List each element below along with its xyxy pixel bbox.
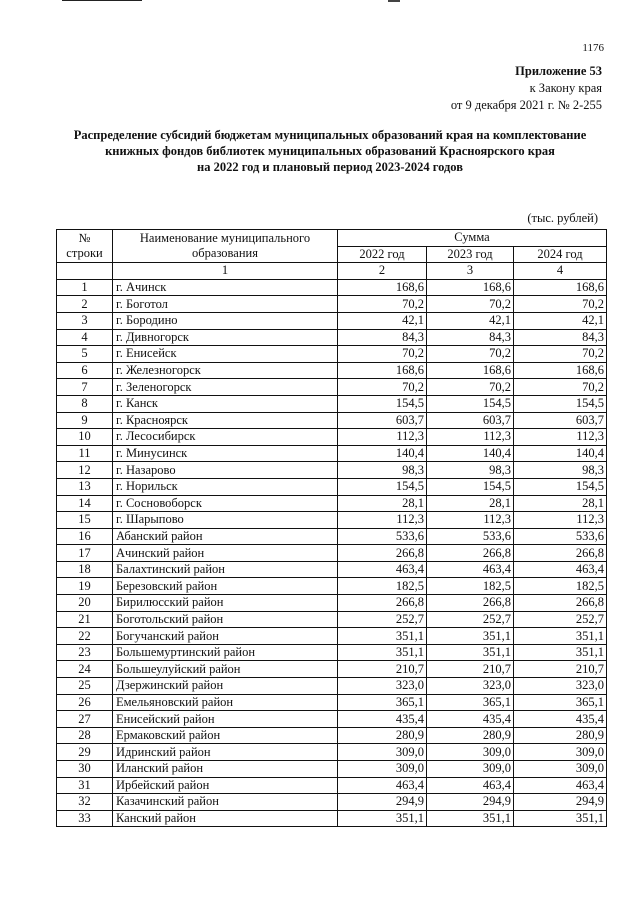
value-2024: 98,3: [514, 462, 607, 479]
value-2022: 154,5: [338, 395, 427, 412]
value-2024: 42,1: [514, 312, 607, 329]
title-line-3: на 2022 год и плановый период 2023-2024 годов: [197, 160, 463, 174]
value-2022: 351,1: [338, 810, 427, 827]
value-2022: 435,4: [338, 711, 427, 728]
value-2024: 112,3: [514, 512, 607, 529]
value-2024: 70,2: [514, 346, 607, 363]
value-2023: 182,5: [427, 578, 514, 595]
value-2022: 112,3: [338, 512, 427, 529]
value-2024: 252,7: [514, 611, 607, 628]
value-2024: 365,1: [514, 694, 607, 711]
value-2024: 280,9: [514, 727, 607, 744]
value-2022: 603,7: [338, 412, 427, 429]
table-row: [57, 312, 607, 329]
value-2024: 266,8: [514, 595, 607, 612]
table-row: [57, 379, 607, 396]
top-mark: [388, 0, 400, 2]
value-2023: 351,1: [427, 810, 514, 827]
value-2023: 365,1: [427, 694, 514, 711]
value-2023: 351,1: [427, 628, 514, 645]
table-row: [57, 445, 607, 462]
value-2024: 266,8: [514, 545, 607, 562]
table-row: [57, 495, 607, 512]
value-2023: 603,7: [427, 412, 514, 429]
row-number: 28: [57, 727, 113, 744]
value-2024: 309,0: [514, 744, 607, 761]
table-row: [57, 794, 607, 811]
table-row: [57, 545, 607, 562]
table-row: [57, 661, 607, 678]
table-row: [57, 478, 607, 495]
value-2022: 70,2: [338, 296, 427, 313]
table-row: [57, 744, 607, 761]
value-2022: 42,1: [338, 312, 427, 329]
municipality-name: г. Шарыпово: [113, 512, 338, 529]
value-2022: 309,0: [338, 761, 427, 778]
value-2024: 28,1: [514, 495, 607, 512]
municipality-name: г. Зеленогорск: [113, 379, 338, 396]
value-2022: 140,4: [338, 445, 427, 462]
row-number: 25: [57, 678, 113, 695]
value-2022: 168,6: [338, 362, 427, 379]
value-2024: 351,1: [514, 628, 607, 645]
municipality-name: г. Сосновоборск: [113, 495, 338, 512]
header-index-blank: [57, 263, 113, 280]
row-number: 3: [57, 312, 113, 329]
value-2024: 168,6: [514, 279, 607, 296]
municipality-name: г. Ачинск: [113, 279, 338, 296]
value-2024: 210,7: [514, 661, 607, 678]
row-number: 4: [57, 329, 113, 346]
table-row: [57, 346, 607, 363]
header-2022: 2022 год: [338, 246, 427, 263]
value-2023: 140,4: [427, 445, 514, 462]
municipality-name: Богучанский район: [113, 628, 338, 645]
row-number: 8: [57, 395, 113, 412]
row-number: 13: [57, 478, 113, 495]
municipality-name: Большемуртинский район: [113, 644, 338, 661]
value-2023: 309,0: [427, 761, 514, 778]
header-sum: Сумма: [338, 230, 607, 247]
table-row: [57, 429, 607, 446]
value-2023: 266,8: [427, 595, 514, 612]
municipality-name: г. Канск: [113, 395, 338, 412]
value-2022: 463,4: [338, 561, 427, 578]
value-2022: 280,9: [338, 727, 427, 744]
appendix-block: [451, 63, 602, 114]
value-2023: 84,3: [427, 329, 514, 346]
table-row: [57, 761, 607, 778]
value-2024: 351,1: [514, 644, 607, 661]
value-2022: 112,3: [338, 429, 427, 446]
table-row: [57, 528, 607, 545]
header-index-1: 1: [113, 263, 338, 280]
table-row: [57, 727, 607, 744]
value-2023: 98,3: [427, 462, 514, 479]
municipality-name: г. Красноярск: [113, 412, 338, 429]
value-2022: 294,9: [338, 794, 427, 811]
header-no-line2: строки: [66, 246, 103, 261]
value-2023: 280,9: [427, 727, 514, 744]
municipality-name: г. Минусинск: [113, 445, 338, 462]
value-2022: 70,2: [338, 346, 427, 363]
row-number: 1: [57, 279, 113, 296]
municipality-name: Абанский район: [113, 528, 338, 545]
row-number: 14: [57, 495, 113, 512]
document-title: [40, 127, 620, 175]
value-2024: 140,4: [514, 445, 607, 462]
municipality-name: Иланский район: [113, 761, 338, 778]
value-2024: 323,0: [514, 678, 607, 695]
municipality-name: г. Боготол: [113, 296, 338, 313]
row-number: 27: [57, 711, 113, 728]
table-row: [57, 462, 607, 479]
top-rule: [62, 0, 142, 1]
title-line-2: книжных фондов библиотек муниципальных образований Красноярского края: [105, 144, 555, 158]
municipality-name: Большеулуйский район: [113, 661, 338, 678]
value-2023: 266,8: [427, 545, 514, 562]
value-2022: 533,6: [338, 528, 427, 545]
value-2022: 309,0: [338, 744, 427, 761]
value-2023: 435,4: [427, 711, 514, 728]
value-2022: 168,6: [338, 279, 427, 296]
municipality-name: Ирбейский район: [113, 777, 338, 794]
municipality-name: г. Железногорск: [113, 362, 338, 379]
row-number: 21: [57, 611, 113, 628]
row-number: 7: [57, 379, 113, 396]
value-2022: 210,7: [338, 661, 427, 678]
municipality-name: Казачинский район: [113, 794, 338, 811]
row-number: 16: [57, 528, 113, 545]
table-row: [57, 296, 607, 313]
row-number: 30: [57, 761, 113, 778]
header-no-line1: №: [78, 231, 91, 246]
row-number: 33: [57, 810, 113, 827]
page-number: 1176: [582, 42, 604, 54]
value-2024: 603,7: [514, 412, 607, 429]
row-number: 11: [57, 445, 113, 462]
value-2023: 112,3: [427, 429, 514, 446]
value-2022: 365,1: [338, 694, 427, 711]
header-row-number: [57, 230, 113, 263]
municipality-name: г. Енисейск: [113, 346, 338, 363]
value-2024: 70,2: [514, 379, 607, 396]
table-row: [57, 561, 607, 578]
table-row: [57, 810, 607, 827]
value-2024: 154,5: [514, 395, 607, 412]
table-body: [57, 279, 607, 827]
value-2022: 98,3: [338, 462, 427, 479]
value-2024: 154,5: [514, 478, 607, 495]
municipality-name: Енисейский район: [113, 711, 338, 728]
table-row: [57, 777, 607, 794]
table-row: [57, 362, 607, 379]
value-2022: 154,5: [338, 478, 427, 495]
value-2023: 168,6: [427, 362, 514, 379]
row-number: 5: [57, 346, 113, 363]
value-2024: 463,4: [514, 777, 607, 794]
value-2023: 463,4: [427, 561, 514, 578]
value-2022: 351,1: [338, 628, 427, 645]
value-2024: 533,6: [514, 528, 607, 545]
row-number: 32: [57, 794, 113, 811]
value-2022: 252,7: [338, 611, 427, 628]
municipality-name: Балахтинский район: [113, 561, 338, 578]
table-row: [57, 395, 607, 412]
municipality-name: г. Бородино: [113, 312, 338, 329]
units-label: (тыс. рублей): [527, 211, 598, 225]
municipality-name: г. Назарово: [113, 462, 338, 479]
value-2022: 70,2: [338, 379, 427, 396]
value-2023: 28,1: [427, 495, 514, 512]
value-2022: 463,4: [338, 777, 427, 794]
header-2023: 2023 год: [427, 246, 514, 263]
row-number: 31: [57, 777, 113, 794]
value-2023: 70,2: [427, 346, 514, 363]
row-number: 24: [57, 661, 113, 678]
header-2024: 2024 год: [514, 246, 607, 263]
value-2022: 266,8: [338, 545, 427, 562]
header-index-3: 3: [427, 263, 514, 280]
row-number: 26: [57, 694, 113, 711]
table-row: [57, 329, 607, 346]
row-number: 19: [57, 578, 113, 595]
table-row: [57, 512, 607, 529]
table-row: [57, 578, 607, 595]
value-2023: 323,0: [427, 678, 514, 695]
value-2023: 533,6: [427, 528, 514, 545]
row-number: 17: [57, 545, 113, 562]
municipality-name: Дзержинский район: [113, 678, 338, 695]
value-2023: 252,7: [427, 611, 514, 628]
value-2024: 84,3: [514, 329, 607, 346]
table-row: [57, 412, 607, 429]
municipality-name: Бирилюсский район: [113, 595, 338, 612]
value-2024: 168,6: [514, 362, 607, 379]
value-2023: 351,1: [427, 644, 514, 661]
value-2024: 294,9: [514, 794, 607, 811]
table-row: [57, 644, 607, 661]
value-2023: 294,9: [427, 794, 514, 811]
municipality-name: г. Лесосибирск: [113, 429, 338, 446]
value-2022: 323,0: [338, 678, 427, 695]
municipality-name: Ермаковский район: [113, 727, 338, 744]
table-row: [57, 611, 607, 628]
value-2024: 309,0: [514, 761, 607, 778]
header-index-4: 4: [514, 263, 607, 280]
table-row: [57, 711, 607, 728]
appendix-law: к Закону края: [529, 81, 602, 95]
title-line-1: Распределение субсидий бюджетам муниципальных образований края на комплектование: [73, 128, 587, 142]
row-number: 9: [57, 412, 113, 429]
appendix-date: от 9 декабря 2021 г. № 2-255: [450, 98, 602, 112]
row-number: 10: [57, 429, 113, 446]
municipality-name: Идринский район: [113, 744, 338, 761]
header-index-2: 2: [338, 263, 427, 280]
municipality-name: г. Дивногорск: [113, 329, 338, 346]
municipality-name: Канский район: [113, 810, 338, 827]
row-number: 2: [57, 296, 113, 313]
table-row: [57, 279, 607, 296]
value-2022: 351,1: [338, 644, 427, 661]
value-2023: 70,2: [427, 379, 514, 396]
row-number: 6: [57, 362, 113, 379]
value-2024: 435,4: [514, 711, 607, 728]
row-number: 22: [57, 628, 113, 645]
appendix-title: Приложение 53: [515, 64, 602, 78]
value-2022: 266,8: [338, 595, 427, 612]
row-number: 18: [57, 561, 113, 578]
value-2022: 28,1: [338, 495, 427, 512]
value-2024: 182,5: [514, 578, 607, 595]
value-2023: 210,7: [427, 661, 514, 678]
table-row: [57, 595, 607, 612]
value-2023: 112,3: [427, 512, 514, 529]
table-row: [57, 628, 607, 645]
table-row: [57, 694, 607, 711]
table-row: [57, 678, 607, 695]
value-2023: 463,4: [427, 777, 514, 794]
subsidy-table: [56, 229, 607, 827]
row-number: 29: [57, 744, 113, 761]
municipality-name: Березовский район: [113, 578, 338, 595]
row-number: 23: [57, 644, 113, 661]
value-2023: 154,5: [427, 395, 514, 412]
header-name-line1: Наименование муниципального: [139, 231, 311, 246]
municipality-name: Ачинский район: [113, 545, 338, 562]
municipality-name: Емельяновский район: [113, 694, 338, 711]
row-number: 20: [57, 595, 113, 612]
value-2022: 84,3: [338, 329, 427, 346]
value-2023: 42,1: [427, 312, 514, 329]
municipality-name: г. Норильск: [113, 478, 338, 495]
value-2024: 351,1: [514, 810, 607, 827]
header-name-line2: образования: [192, 246, 258, 261]
row-number: 12: [57, 462, 113, 479]
value-2024: 463,4: [514, 561, 607, 578]
header-municipality: [113, 230, 338, 263]
value-2023: 168,6: [427, 279, 514, 296]
value-2024: 70,2: [514, 296, 607, 313]
municipality-name: Боготольский район: [113, 611, 338, 628]
value-2022: 182,5: [338, 578, 427, 595]
value-2023: 154,5: [427, 478, 514, 495]
value-2023: 70,2: [427, 296, 514, 313]
value-2024: 112,3: [514, 429, 607, 446]
row-number: 15: [57, 512, 113, 529]
value-2023: 309,0: [427, 744, 514, 761]
